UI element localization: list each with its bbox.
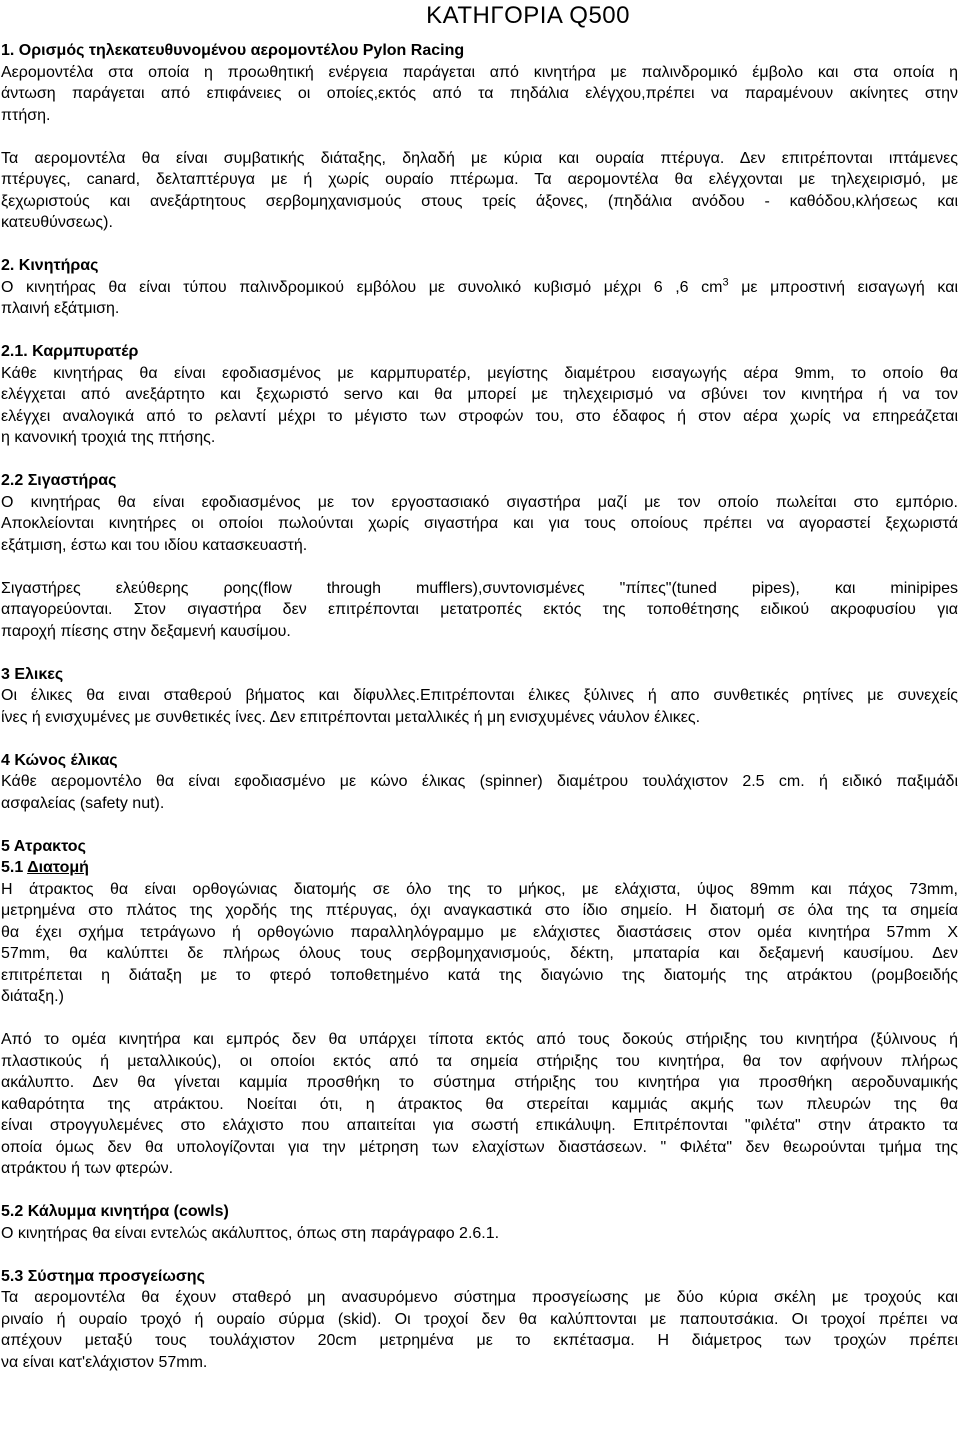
paragraph-line: η κανονική τροχιά της πτήσης. xyxy=(1,429,216,446)
text-span: Ο κινητήρας θα είναι τύπου παλινδρομικού εμβόλου με συνολικό κυβισμό μέχρι 6 ,6 cm xyxy=(1,278,723,296)
paragraph-line: Κάθε αερομοντέλο θα είναι εφοδιασμένο με κώνο έλικας (spinner) διαμέτρου τουλάχιστον 2.5 cm. ή ειδικό παξιμάδι xyxy=(1,773,958,790)
paragraph-line: απέχουν μεταξύ τους τουλάχιστον 20cm μετρημένα με το εκπέτασμα. Η διάμετρος των τροχών πρέπει xyxy=(1,1332,958,1349)
paragraph-line: πτέρυγες, canard, δελταπτέρυγα με ή χωρίς ουραίο πτέρωμα. Τα αερομοντέλα θα ελέγχονται με τηλεχειρισμό, με xyxy=(1,171,958,188)
section-heading xyxy=(1,255,958,277)
paragraph-line: Τα αερομοντέλα θα είναι συμβατικής διάταξης, δηλαδή με κύρια και ουραία πτέρυγα. Δεν επιτρέπονται ιπτάμενες xyxy=(1,149,958,167)
section-fuselage xyxy=(1,836,958,1180)
section-landing-gear xyxy=(1,1266,958,1374)
paragraph-line: άντωση παράγεται από επιφάνειες οι οποίες,εκτός από τα πηδάλια ελέγχου,πρέπει να παραμένουν ακίνητες στην xyxy=(1,85,958,102)
paragraph-line: οποία όμως δεν θα υπολογίζονται για την μέτρηση των ελαχίστων διαστάσεων. " Φιλέτα" δεν θεωρούνται τμήμα της xyxy=(1,1138,958,1156)
section-muffler xyxy=(1,470,958,642)
paragraph-line: ελέγχεται από ανεξάρτητο και ξεχωριστό servo και θα μπορεί με τηλεχειρισμό να σβύνει τον κινητήρα ή να τον xyxy=(1,386,959,403)
subsection-number: 5.1 xyxy=(1,859,28,876)
paragraph-line xyxy=(1,277,958,299)
paragraph-line: Κάθε κινητήρας θα είναι εφοδιασμένος με καρμπυρατέρ, μεγίστης διαμέτρου εισαγωγής αέρα 9mm, το οποίο θα xyxy=(1,364,958,382)
superscript: 3 xyxy=(722,276,729,289)
section-spinner xyxy=(1,750,958,815)
section-cowls xyxy=(1,1201,958,1244)
paragraph-line: ελέγχει αναλογικά από το ρελαντί μέχρι το μέγιστο των στροφών του, στο έδαφος ή στον αέρα χωρίς να επηρεάζεται xyxy=(1,407,958,425)
text-span: με μπροστινή εισαγωγή και xyxy=(728,278,958,296)
paragraph-line: ακάλυπτο. Δεν θα γίνεται καμμία προσθήκη το σύστημα στήριξης του κινητήρα για προσθήκη αεροδυναμικής xyxy=(1,1074,958,1091)
paragraph-line: πλαινή εξάτμιση. xyxy=(1,300,120,317)
paragraph-line: πλαστικούς ή μεταλλικούς), οι οποίοι εκτός από τα σημεία στήριξης του κινητήρα, θα τον αφήνουν πλήρως xyxy=(1,1052,958,1070)
section-definition xyxy=(1,40,958,234)
section-propellers xyxy=(1,664,958,729)
paragraph-line: Τα αερομοντέλα θα έχουν σταθερό μη ανασυρόμενο σύστημα προσγείωσης με δύο κύρια σκέλη με τροχούς και xyxy=(1,1289,958,1306)
section-heading xyxy=(1,341,958,363)
subsection-title: Διατομή xyxy=(27,859,89,876)
paragraph-line: να είναι κατ'ελάχιστον 57mm. xyxy=(1,1353,208,1371)
paragraph-line: θα έχει σχήμα τετράγωνο ή ορθογώνιο παραλληλόγραμμο με ελάχιστες διαστάσεις στον ομέα κινητήρα 57mm X xyxy=(1,923,958,941)
paragraph-line: Αερομοντέλα στα οποία η προωθητική ενέργεια παράγεται από κινητήρα με παλινδρομικό έμβολο και στα οποία η xyxy=(1,63,958,81)
paragraph-line: Οι έλικες θα ειναι σταθερού βήματος και δίφυλλες.Επιτρέπονται έλικες ξύλινες ή απο συνθετικές ρητίνες με συνεχείς xyxy=(1,687,958,704)
paragraph-line: απαγορεύονται. Στον σιγαστήρα δεν επιτρέπονται μετατροπές εκτός της τοποθέτησης ειδικού ακροφυσίου για xyxy=(1,601,958,618)
paragraph-line: Αποκλείονται κινητήρες οι οποίοι πωλούνται χωρίς σιγαστήρα και για τους οποίους πρέπει να αγοραστεί ξεχωριστά xyxy=(1,515,958,532)
section-heading: 4 Κώνος έλικας xyxy=(1,751,118,769)
section-heading: 5.3 Σύστημα προσγείωσης xyxy=(1,1267,205,1285)
paragraph-line: Από το ομέα κινητήρα και εμπρός δεν θα υπάρχει τίποτα εκτός από τους δοκούς στήριξης του κινητήρα (ξύλινους ή xyxy=(1,1031,958,1048)
section-number: 2. xyxy=(1,257,15,274)
paragraph-line: ίνες ή ενισχυμένες με συνθετικές ίνες. Δεν επιτρέπονται μεταλλικές ή μη ενισχυμένες νάυλον έλικες. xyxy=(1,708,701,726)
paragraph-line: καθαρότητα της ατράκτου. Νοείται ότι, η άτρακτος θα στερείται καμμιάς ακμής των πλευρών της θα xyxy=(1,1095,958,1113)
paragraph-line: ριναίο ή ουραίο τροχό ή ουραίο σύρμα (skid). Οι τροχοί δεν θα καλύπτονται με παπουτσάκια. Οι τροχοί πρέπει να xyxy=(1,1310,958,1328)
paragraph-line: Ο κινητήρας θα είναι εφοδιασμένος με τον εργοστασιακό σιγαστήρα μαζί με τον οποίο πωλείται στο εμπόριο. xyxy=(1,493,958,511)
paragraph-line: Ο κινητήρας θα είναι εντελώς ακάλυπτος, όπως στη παράγραφο 2.6.1. xyxy=(1,1224,500,1242)
paragraph-line: Σιγαστήρες ελεύθερης ροης(flow through mufflers),συντονισμένες "πίπες"(tuned pipes), και minipipes xyxy=(1,579,958,597)
paragraph-line: διάταξη.) xyxy=(1,988,64,1005)
section-engine xyxy=(1,255,958,320)
subsection-heading xyxy=(1,857,958,879)
paragraph-line: Η άτρακτος θα είναι ορθογώνιας διατομής σε όλο της το μήκος, με ελάχιστα, ύψος 89mm και πάχος 73mm, xyxy=(1,880,958,898)
paragraph-line: εξάτμιση, έστω και του ιδίου κατασκευαστή. xyxy=(1,536,308,554)
paragraph-line: ξεχωριστούς και ανεξάρτητους σερβομηχανισμούς στους τρείς άξονες, (πηδάλια ανόδου - καθόδου,κλήσεως και xyxy=(1,192,958,210)
paragraph-line: ατράκτου ή των φτερών. xyxy=(1,1160,174,1177)
section-heading: 1. Ορισμός τηλεκατευθυνομένου αερομοντέλου Pylon Racing xyxy=(1,42,465,59)
section-heading: 5 Ατρακτος xyxy=(1,837,86,855)
paragraph-line: παροχή πίεσης στην δεξαμενή καυσίμου. xyxy=(1,622,291,640)
section-heading: 3 Ελικες xyxy=(1,665,64,683)
page-title: ΚΑΤΗΓΟΡΙΑ Q500 xyxy=(426,2,630,29)
section-carburetor xyxy=(1,341,958,449)
paragraph-line: ασφαλείας (safety nut). xyxy=(1,794,165,812)
paragraph-line: επιτρέπεται η διάταξη με το φτερό τοποθετημένο κατά της διαγώνιο της διατομής της ατράκτου (ρομβοειδής xyxy=(1,966,958,984)
section-number: 2.1. xyxy=(1,343,28,360)
section-title: Κινητήρας xyxy=(18,257,99,274)
section-heading: 5.2 Κάλυμμα κινητήρα (cowls) xyxy=(1,1203,229,1220)
paragraph-line: πτήση. xyxy=(1,106,51,124)
paragraph-line: είναι στρογγυλεμένες στο ελάχιστο που απαιτείται για σωστή επικάλυψη. Επιτρέπονται "φιλέτα" στην άτρακτο τα xyxy=(1,1117,958,1134)
paragraph-line: μετρημένα στο πλάτος της χορδής της πτέρυγας, όχι αναγκαστικά στο ίδιο σημείο. Η διατομή σε όλα της τα σημεία xyxy=(1,902,958,919)
paragraph-line: 57mm, θα καλύπτει δε πλήρως όλους τους σερβομηχανισμούς, δέκτη, μπαταρία και δεξαμενή καυσίμου. Δεν xyxy=(1,945,958,962)
section-title: Καρμπυρατέρ xyxy=(32,343,139,360)
paragraph-line: κατευθύνσεως). xyxy=(1,214,113,231)
section-heading: 2.2 Σιγαστήρας xyxy=(1,472,117,489)
